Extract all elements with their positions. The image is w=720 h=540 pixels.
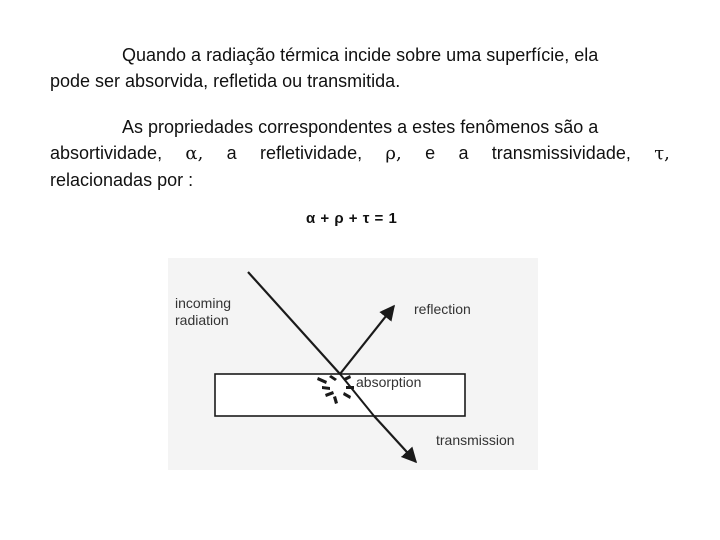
intro-line-2: pode ser absorvida, refletida ou transmitida.: [50, 71, 401, 91]
incoming-ray: [248, 272, 340, 374]
properties-paragraph: [50, 114, 670, 193]
transmission-arrow: [374, 416, 416, 462]
word-a-1: a: [226, 143, 237, 163]
word-a-2: a: [458, 143, 469, 163]
incoming-radiation-label: [175, 295, 235, 328]
incoming-label-line-2: radiation: [175, 312, 229, 328]
radiation-diagram-svg: [168, 258, 538, 470]
symbol-rho: ρ,: [385, 143, 402, 164]
intro-paragraph: [50, 42, 670, 94]
material-slab: [215, 374, 465, 416]
properties-line-3: relacionadas por :: [50, 170, 194, 190]
word-e: e: [425, 143, 436, 163]
word-refletividade: refletividade,: [260, 143, 363, 163]
absorption-label: absorption: [356, 374, 422, 390]
symbol-tau: τ,: [654, 143, 670, 164]
symbol-alpha: α,: [185, 143, 204, 164]
reflection-label: reflection: [414, 301, 471, 317]
incoming-label-line-1: incoming: [175, 295, 232, 311]
reflection-arrow: [340, 306, 394, 374]
properties-line-2: [50, 140, 670, 167]
word-absortividade: absortividade,: [50, 143, 163, 163]
transmission-label: transmission: [436, 432, 515, 448]
energy-balance-equation: α + ρ + τ = 1: [306, 210, 398, 227]
intro-line-1: Quando a radiação térmica incide sobre uma superfície, ela: [122, 45, 599, 65]
properties-line-1: As propriedades correspondentes a estes fenômenos são a: [122, 117, 599, 137]
word-transmissividade: transmissividade,: [491, 143, 631, 163]
radiation-diagram: [168, 258, 538, 470]
